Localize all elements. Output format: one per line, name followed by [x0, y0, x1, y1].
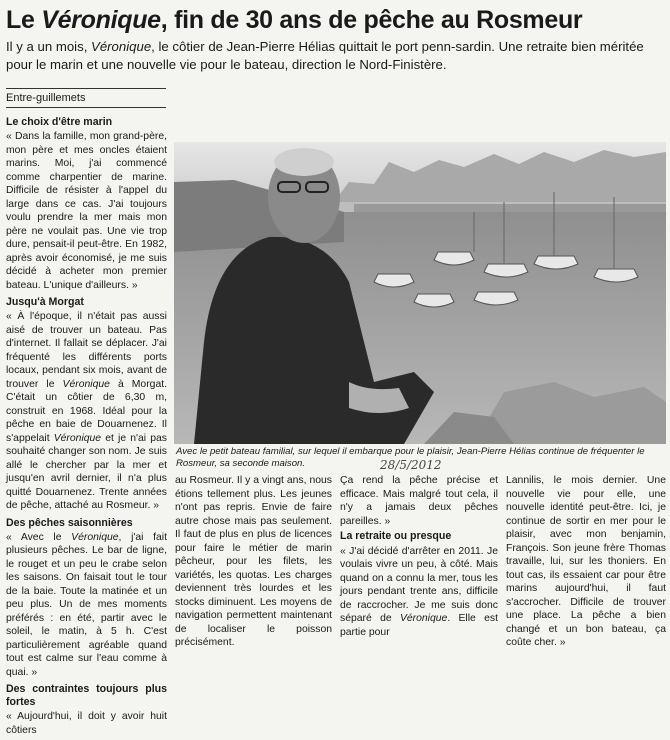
headline-part: Le: [6, 6, 42, 34]
photo-caption: Avec le petit bateau familial, sur lequel il embarque pour le plaisir, Jean-Pierre Hélias continue de fréquenter le Rosmeur, sa seconde maison.: [176, 446, 645, 469]
divider: [6, 88, 166, 89]
text: « Avec le: [6, 531, 72, 543]
boat-name: Véronique: [53, 432, 102, 444]
column-3: [340, 474, 498, 639]
rubric: Entre-guillemets: [6, 92, 86, 104]
paragraph: au Rosmeur. Il y a vingt ans, nous étions tellement plus. Les jeunes n'ont pas repris. Envie de faire autre chose mais pas seulement. Il faut de plus en plus de licences pour faire le métier de marin pêcheur, pour les filets, les variétés, les quotas. Les charges deviennent très lourdes et les stocks diminuent. Les moyens de navigation permettent maintenant de localiser le poisson précisément.: [175, 475, 332, 648]
divider: [6, 107, 166, 108]
column-left: [6, 112, 167, 740]
subhead: Des contraintes toujours plus fortes: [6, 683, 167, 708]
text: et je n'ai pas souhaité changer son nom. Je suis allé le chercher par la mer et jusqu'en avril dernier, il n'a plus quitté Douarnenez. Trente années de pêche, attaché au Rosmeur. »: [6, 432, 167, 511]
lede-text: , le côtier de Jean-Pierre Hélias quittait le port penn-sardin. Une retraite bien méritée pour le marin et une nouvelle vie pour le bateau, direction le Nord-Finistère.: [6, 39, 644, 72]
subhead: La retraite ou presque: [340, 530, 452, 542]
boat-name: Véronique: [399, 613, 448, 624]
headline: [6, 6, 668, 34]
paragraph: « Aujourd'hui, il doit y avoir huit côtiers: [6, 711, 167, 736]
text: . Elle est partie pour: [340, 613, 498, 638]
paragraph: [340, 545, 498, 640]
paragraph: [6, 531, 167, 680]
handwritten-date: 28/5/2012: [380, 458, 442, 472]
paragraph: Lannilis, le mois dernier. Une nouvelle vie pour elle, une nouvelle identité peut-être. Ici, je continue de sortir en mer pour le plaisir, avec mon benjamin, François. Son jeune frère Thomas travaille, lui, sur les thoniers. En tout cas, ils essaient car pour être marins aujourd'hui, il faut s'accrocher. Difficile de trouver une place. La pêche a bien changé et un bon bateau, ça coûte cher. »: [506, 475, 666, 648]
subhead: Jusqu'à Morgat: [6, 296, 84, 308]
lede: [6, 38, 666, 74]
harbor-photo: [174, 142, 666, 444]
paragraph: « Dans la famille, mon grand-père, mon père et mes oncles étaient marins. Moi, j'ai commencé comme charpentier de marine. Difficile de résister à l'appel du large dans ce cas. J'ai toujours voulu prendre la mer mais mon père ne voulait pas. Une vie trop dure, pensait-il peut-être. En 1982, après avoir économisé, je me suis décidé à acheter mon premier bateau. L'unique d'ailleurs. »: [6, 131, 167, 291]
text: « À l'époque, il n'était pas aussi aisé de trouver un bateau. Pas d'internet. Il fallait se déplacer. J'ai fréquenté les différents ports locaux, pendant six mois, avant de trouver le: [6, 311, 167, 390]
subhead: Le choix d'être marin: [6, 116, 113, 128]
headline-boat-name: Véronique: [41, 6, 161, 34]
lede-text: Il y a un mois,: [6, 39, 92, 54]
lede-boat-name: Véronique: [91, 39, 152, 54]
subhead: Des pêches saisonnières: [6, 516, 133, 529]
paragraph: Ça rend la pêche précise et efficace. Mais malgré tout cela, il n'y a jamais deux pêches pareilles. »: [340, 475, 498, 527]
boat-name: Véronique: [71, 531, 119, 543]
headline-part: , fin de 30 ans de pêche au Rosmeur: [160, 6, 583, 34]
photo-illustration: [174, 142, 666, 444]
text: « J'ai décidé d'arrêter en 2011. Je voulais vivre un peu, à côté. Mais quand on a connu la mer, tous les jours pendant trente ans, difficile de raccrocher. Je me suis donc séparé de: [340, 545, 498, 624]
paragraph: [6, 310, 167, 513]
text: , j'ai fait plusieurs pêches. Le bar de ligne, le rouget et un peu le crabe selon les saisons. On faisait tout le tour de la baie. Toute la matinée et un peu plus. Un de mes moments préférés : en été, partir avec le soleil, le matin, à 5 h. C'est particulièrement agréable quand tout est calme sur l'eau comme à quai. »: [6, 531, 167, 678]
boat-name: Véronique: [62, 378, 110, 390]
text: à Morgat. C'était un côtier de 6,30 m, construit en 1968. Idéal pour la pêche en baie de Douarnenez. Il s'appelait: [6, 378, 168, 444]
column-2: [175, 474, 332, 650]
column-4: [506, 474, 666, 650]
